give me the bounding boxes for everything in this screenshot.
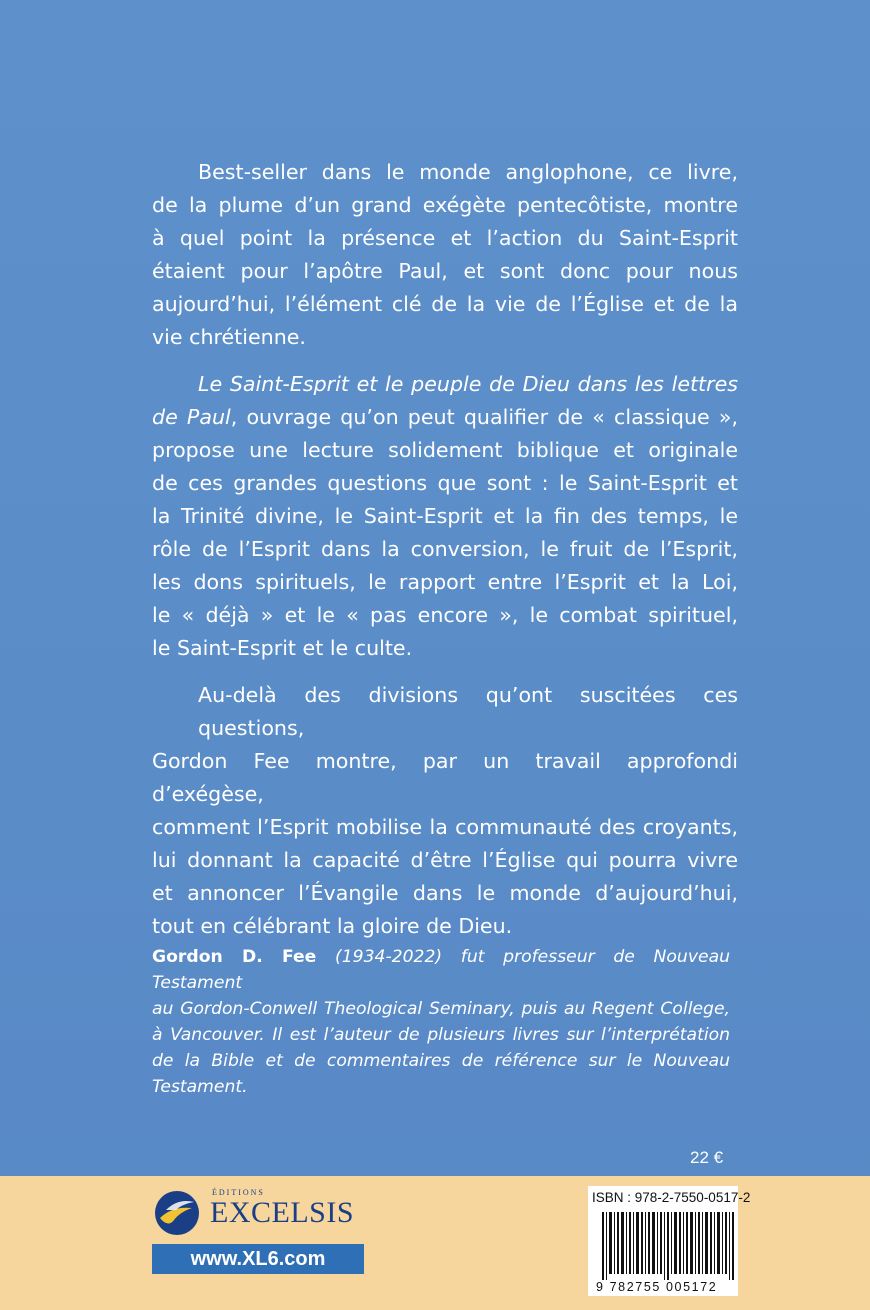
author-name: Gordon D. Fee: [152, 947, 317, 967]
isbn-label: ISBN : 978-2-7550-0517-2: [592, 1190, 751, 1205]
publisher-logo: [152, 1188, 372, 1238]
blurb-line-rest: , ouvrage qu’on peut qualifier de « classique »,: [230, 405, 738, 429]
book-title-line: Le Saint-Esprit et le peuple de Dieu dans les lettres: [198, 372, 738, 396]
blurb-paragraph-2: [152, 368, 738, 665]
blurb-paragraph-3: [152, 679, 738, 943]
blurb-line: de la plume d’un grand exégète pentecôtiste, montre: [152, 193, 738, 217]
blurb-line: tout en célébrant la gloire de Dieu.: [152, 914, 513, 938]
barcode-icon: [600, 1212, 736, 1280]
blurb-line: Au-delà des divisions qu’ont suscitées ces questions,: [198, 683, 738, 740]
bio-line: Testament.: [152, 1077, 248, 1097]
blurb-line: Gordon Fee montre, par un travail approfondi d’exégèse,: [152, 749, 738, 806]
blurb-line: rôle de l’Esprit dans la conversion, le fruit de l’Esprit,: [152, 537, 738, 561]
blurb-line: [152, 401, 738, 434]
blurb-line: étaient pour l’apôtre Paul, et sont donc pour nous: [152, 259, 738, 283]
blurb-paragraph-1: [152, 156, 738, 354]
blurb-line: comment l’Esprit mobilise la communauté des croyants,: [152, 815, 738, 839]
barcode-number: 9 782755 005172: [596, 1280, 718, 1294]
publisher-name: EXCELSIS: [210, 1196, 355, 1229]
website-link[interactable]: www.XL6.com: [152, 1244, 364, 1274]
blurb-line: la Trinité divine, le Saint-Esprit et la fin des temps, le: [152, 504, 738, 528]
bio-line: au Gordon-Conwell Theological Seminary, puis au Regent College,: [152, 999, 730, 1019]
bio-line: de la Bible et de commentaires de référence sur le Nouveau: [152, 1051, 730, 1071]
swirl-icon: [152, 1188, 202, 1238]
bio-text: (1934-2022) fut professeur de Nouveau Testament: [152, 947, 730, 993]
price: 22 €: [690, 1148, 724, 1167]
blurb-line: le Saint-Esprit et le culte.: [152, 636, 413, 660]
blurb-line: de ces grandes questions que sont : le Saint-Esprit et: [152, 471, 738, 495]
blurb-line: Best-seller dans le monde anglophone, ce livre,: [198, 160, 738, 184]
bio-line: à Vancouver. Il est l’auteur de plusieurs livres sur l’interprétation: [152, 1025, 730, 1045]
author-bio: [152, 944, 730, 1100]
blurb-line: les dons spirituels, le rapport entre l’Esprit et la Loi,: [152, 570, 738, 594]
blurb-line: propose une lecture solidement biblique et originale: [152, 438, 738, 462]
book-title-end: de Paul: [152, 405, 231, 429]
publisher-small-label: ÉDITIONS: [212, 1188, 265, 1197]
blurb-line: aujourd’hui, l’élément clé de la vie de l’Église et de la: [152, 292, 738, 316]
blurb-line: le « déjà » et le « pas encore », le combat spirituel,: [152, 603, 738, 627]
blurb-line: à quel point la présence et l’action du Saint-Esprit: [152, 226, 738, 250]
blurb: [152, 156, 738, 957]
bio-line: [152, 944, 730, 996]
blurb-line: lui donnant la capacité d’être l’Église qui pourra vivre: [152, 848, 738, 872]
blurb-line: vie chrétienne.: [152, 325, 306, 349]
blurb-line: et annoncer l’Évangile dans le monde d’aujourd’hui,: [152, 881, 738, 905]
